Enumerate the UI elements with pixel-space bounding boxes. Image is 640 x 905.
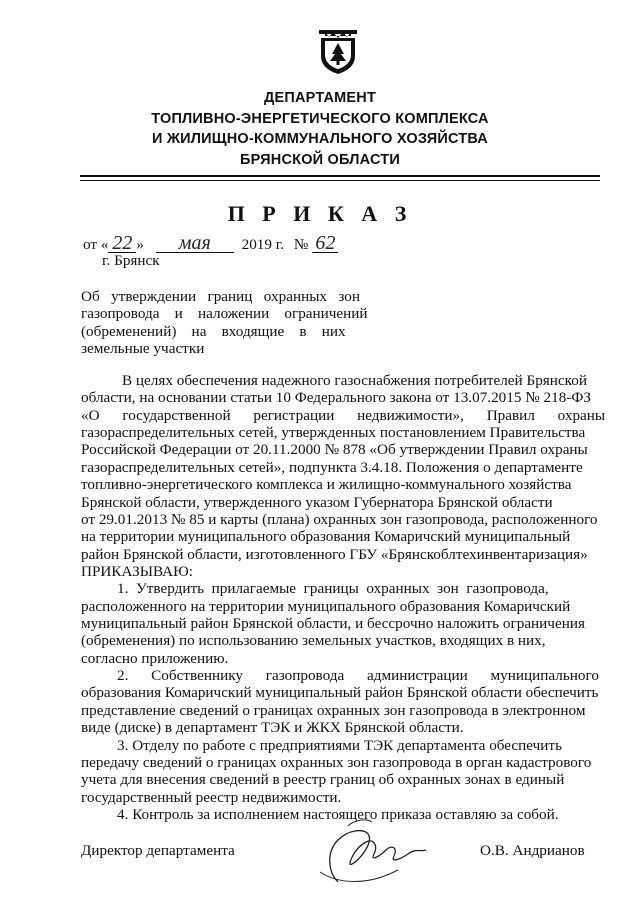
coat-of-arms-icon [319,30,357,74]
date-day: 22 [108,235,136,253]
department-title-line3: И ЖИЛИЩНО-КОММУНАЛЬНОГО ХОЗЯЙСТВА [152,131,488,147]
header-divider-thick [80,175,600,177]
signatory-name: О.В. Андрианов [480,842,585,859]
item-2-line: виде (диске) в департамент ТЭК и ЖКХ Брянской области. [81,719,464,736]
preamble-line: на территории муниципального образования Комаричский муниципальный [81,528,571,545]
preamble-line: газораспределительных сетей», подпункта 3.4.18. Положения о департаменте [81,459,583,476]
item-1-line: (обременения) по использованию земельных участков, входящих в них, [81,632,546,649]
date-mid: » [136,236,145,253]
order-number: 62 [312,235,338,253]
preamble-line: район Брянской области, изготовленного ГБУ «Брянскоблтехинвентаризация» [81,546,588,563]
department-title: ДЕПАРТАМЕНТ [263,90,377,106]
header-divider-thin [80,180,600,181]
handwritten-signature [308,812,438,890]
item-1-line: расположенного на территории муниципального образования Комаричский [81,598,571,615]
preamble-line: газораспределительных сетей, утвержденных постановлением Правительства [81,424,586,441]
subject-line: газопровода и наложении ограничений [81,305,368,323]
date-year: 2019 г. [241,236,285,253]
item-3-line: 3. Отделу по работе с предприятиями ТЭК департамента обеспечить [117,737,562,754]
preamble-line: топливно-энергетического комплекса и жилищно-коммунального хозяйства [81,476,572,493]
signatory-position: Директор департамента [81,842,235,859]
subject-line: земельные участки [81,340,205,358]
subject-line: Об утверждении границ охранных зон [81,288,361,305]
item-2-line: образования Комаричский муниципальный район Брянской области обеспечить [81,684,599,701]
item-4-line: 4. Контроль за исполнением настоящего приказа оставляю за собой. [117,806,559,823]
preamble-line: области, на основании статьи 10 Федерального закона от 13.07.2015 № 218-ФЗ [81,389,591,406]
item-3-line: учета для внесения сведений в реестр границ об охранных зонах в единый [81,771,565,788]
preamble-line: Российской Федерации от 20.11.2000 № 878 «Об утверждении Правил охраны [81,441,588,458]
date-month: мая [156,235,234,253]
preamble-line: от 29.01.2013 № 85 и карты (плана) охранных зон газопровода, расположенного [81,511,598,528]
date-prefix: от « [83,236,109,253]
department-title-line4: БРЯНСКОЙ ОБЛАСТИ [240,152,400,168]
item-1-line: согласно приложению. [81,650,229,667]
preamble-line-order-word: ПРИКАЗЫВАЮ: [81,563,193,580]
department-title-line2: ТОПЛИВНО-ЭНЕРГЕТИЧЕСКОГО КОМПЛЕКСА [151,111,489,127]
item-2-line: представление сведений о границах охранных зон газопровода в электронном [81,702,586,719]
number-label: № [293,236,309,253]
item-3-line: государственный реестр недвижимости. [81,789,342,806]
item-1-line: 1. Утвердить прилагаемые границы охранных зон газопровода, [117,580,549,597]
preamble-line: Брянской области, утвержденного указом Губернатора Брянской области [81,494,553,511]
document-title: П Р И К А З [227,201,413,226]
order-date-line [83,232,338,254]
subject-line: (обременений) на входящие в них [81,322,346,340]
item-1-line: муниципальный район Брянской области, и бессрочно наложить ограничения [81,615,585,632]
city: г. Брянск [102,252,160,269]
preamble-line: В целях обеспечения надежного газоснабжения потребителей Брянской [122,372,587,389]
item-3-line: передачу сведений о границах охранных зон газопровода в орган кадастрового [81,754,592,771]
item-2-line: 2. Собственнику газопровода администрации муниципального [117,667,599,684]
preamble-line: «О государственной регистрации недвижимости», Правил охраны [81,407,606,424]
subject-block [81,288,371,358]
